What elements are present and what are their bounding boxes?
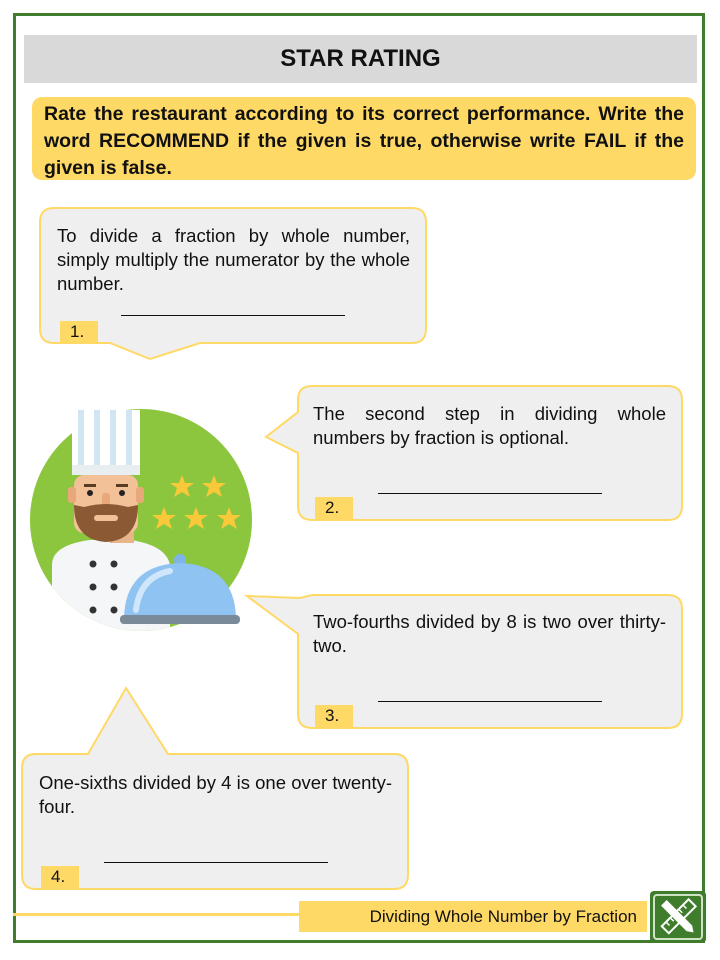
pencil-ruler-icon — [650, 891, 706, 943]
question-4-number: 4. — [41, 866, 79, 888]
question-1-text: To divide a fraction by whole number, simply multiply the numerator by the whole number. — [57, 225, 410, 294]
question-4-text: One-sixths divided by 4 is one over twenty-four. — [39, 772, 392, 817]
chef-with-cloche-icon — [30, 405, 255, 635]
question-3-text: Two-fourths divided by 8 is two over thirty-two. — [313, 611, 666, 656]
answer-line-2[interactable] — [378, 493, 602, 494]
answer-line-3[interactable] — [378, 701, 602, 702]
footer-divider — [13, 913, 333, 916]
page-title: STAR RATING — [24, 35, 697, 83]
answer-line-1[interactable] — [121, 315, 345, 316]
answer-line-4[interactable] — [104, 862, 328, 863]
footer-topic-label: Dividing Whole Number by Fraction — [299, 901, 647, 932]
question-2-text: The second step in dividing whole numbers by fraction is optional. — [313, 403, 666, 448]
question-3-number: 3. — [315, 705, 353, 727]
instructions-box: Rate the restaurant according to its correct performance. Write the word RECOMMEND if the given is true, otherwise write FAIL if the given is false. — [32, 97, 696, 180]
question-2-number: 2. — [315, 497, 353, 519]
question-1-number: 1. — [60, 321, 98, 343]
